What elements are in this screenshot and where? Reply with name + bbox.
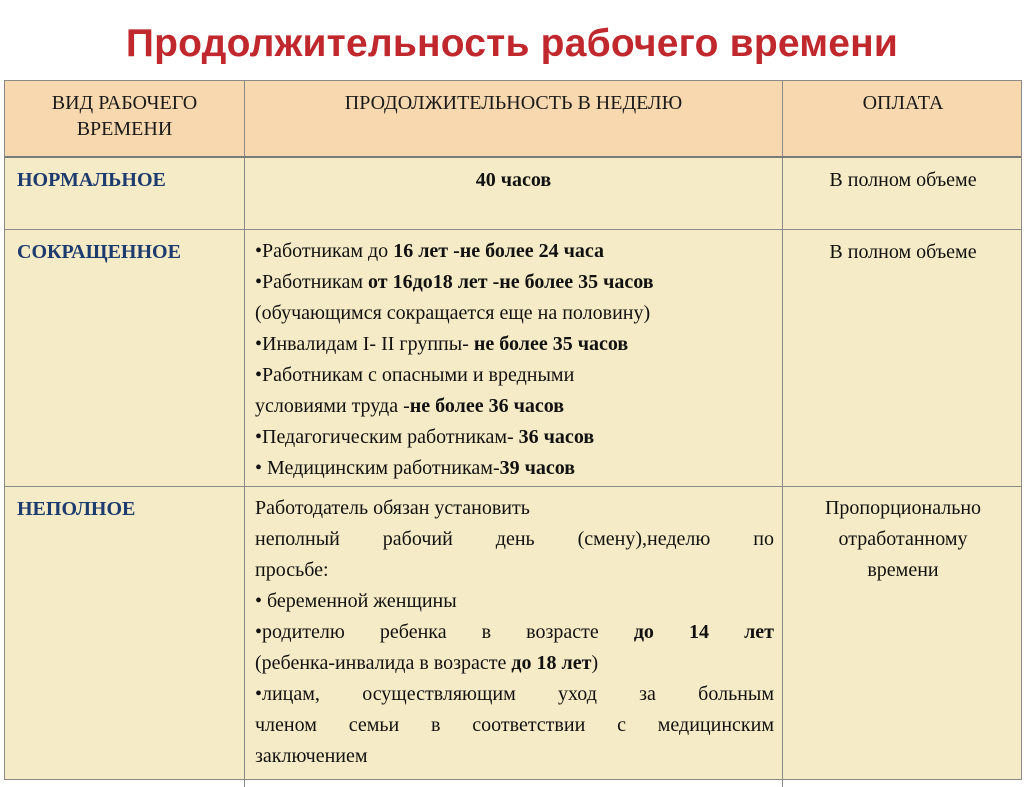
list-line-text: •Инвалидам I- II группы- xyxy=(255,333,474,355)
list-line xyxy=(255,524,774,555)
table-row-reduced xyxy=(5,230,1021,487)
list-line xyxy=(255,391,774,422)
list-line-text: просьбе: xyxy=(255,559,329,581)
list-line-text: ) xyxy=(591,652,599,674)
row-type: НОРМАЛЬНОЕ xyxy=(5,158,245,229)
list-line xyxy=(255,329,774,360)
list-line xyxy=(255,741,774,772)
list-line-text: (ребенка-инвалида в возрасте xyxy=(255,652,512,674)
header-type xyxy=(5,81,245,156)
list-line-emphasis: от 16до18 лет -не более 35 часов xyxy=(368,271,654,293)
list-line-text: •родителю ребенка в возрасте xyxy=(255,621,634,643)
list-line-text: •Работникам xyxy=(255,271,369,293)
header-type-line: ВИД РАБОЧЕГО xyxy=(51,92,198,114)
header-type-line: ВРЕМЕНИ xyxy=(76,118,173,140)
list-line xyxy=(255,617,774,648)
list-line-text: Работодатель обязан установить xyxy=(255,497,530,519)
row-type: СОКРАЩЕННОЕ xyxy=(5,230,245,486)
list-line-emphasis: до 18 лет xyxy=(511,652,592,674)
list-line-text: • беременной женщины xyxy=(255,590,457,612)
list-line xyxy=(255,648,774,679)
list-line xyxy=(255,493,774,524)
list-line-text: (обучающимся сокращается еще на половину) xyxy=(255,302,651,324)
list-line xyxy=(255,555,774,586)
row-payment xyxy=(783,487,1023,787)
list-line xyxy=(255,453,774,484)
list-line-text: заключением xyxy=(255,745,368,767)
list-line xyxy=(255,422,774,453)
list-line-text: условиями труда - xyxy=(255,395,410,417)
list-line xyxy=(255,236,774,267)
list-line-emphasis: не более 35 часов xyxy=(473,333,629,355)
row-duration-list xyxy=(245,487,783,787)
list-line-text: членом семьи в соответствии с медицинским xyxy=(255,714,774,736)
page-title: Продолжительность рабочего времени xyxy=(125,22,899,65)
table-row-normal xyxy=(5,158,1021,230)
list-line xyxy=(255,267,774,298)
list-line-emphasis: 39 часов xyxy=(499,457,576,479)
list-line-emphasis: до 14 лет xyxy=(633,621,774,643)
list-line-emphasis: 16 лет -не более 24 часа xyxy=(393,240,605,262)
list-line-text: • Медицинским работникам- xyxy=(255,457,500,479)
row-type: НЕПОЛНОЕ xyxy=(5,487,245,787)
list-line-text: •Работникам до xyxy=(255,240,394,262)
list-line-text: •лицам, осуществляющим уход за больным xyxy=(255,683,774,705)
header-duration: ПРОДОЛЖИТЕЛЬНОСТЬ В НЕДЕЛЮ xyxy=(245,81,783,156)
list-line-text: •Педагогическим работникам- xyxy=(255,426,519,448)
row-duration-list xyxy=(245,230,783,486)
payment-line: отработанному xyxy=(838,528,968,550)
list-line-emphasis: 36 часов xyxy=(518,426,595,448)
row-payment: В полном объеме xyxy=(829,169,977,191)
header-payment: ОПЛАТА xyxy=(862,92,944,114)
table-row-partial xyxy=(5,487,1021,787)
list-line xyxy=(255,360,774,391)
row-duration: 40 часов xyxy=(245,158,783,229)
payment-line: Пропорционально xyxy=(824,497,982,519)
list-line xyxy=(255,710,774,741)
list-line-emphasis: не более 36 часов xyxy=(409,395,565,417)
list-line xyxy=(255,298,774,329)
list-line-text: неполный рабочий день (смену),неделю по xyxy=(255,528,774,550)
table-header-row xyxy=(5,81,1021,158)
list-line xyxy=(255,679,774,710)
payment-line: времени xyxy=(867,559,939,581)
list-line-text: •Работникам с опасными и вредными xyxy=(255,364,575,386)
list-line xyxy=(255,586,774,617)
row-payment: В полном объеме xyxy=(829,241,977,263)
working-time-table xyxy=(4,80,1022,780)
